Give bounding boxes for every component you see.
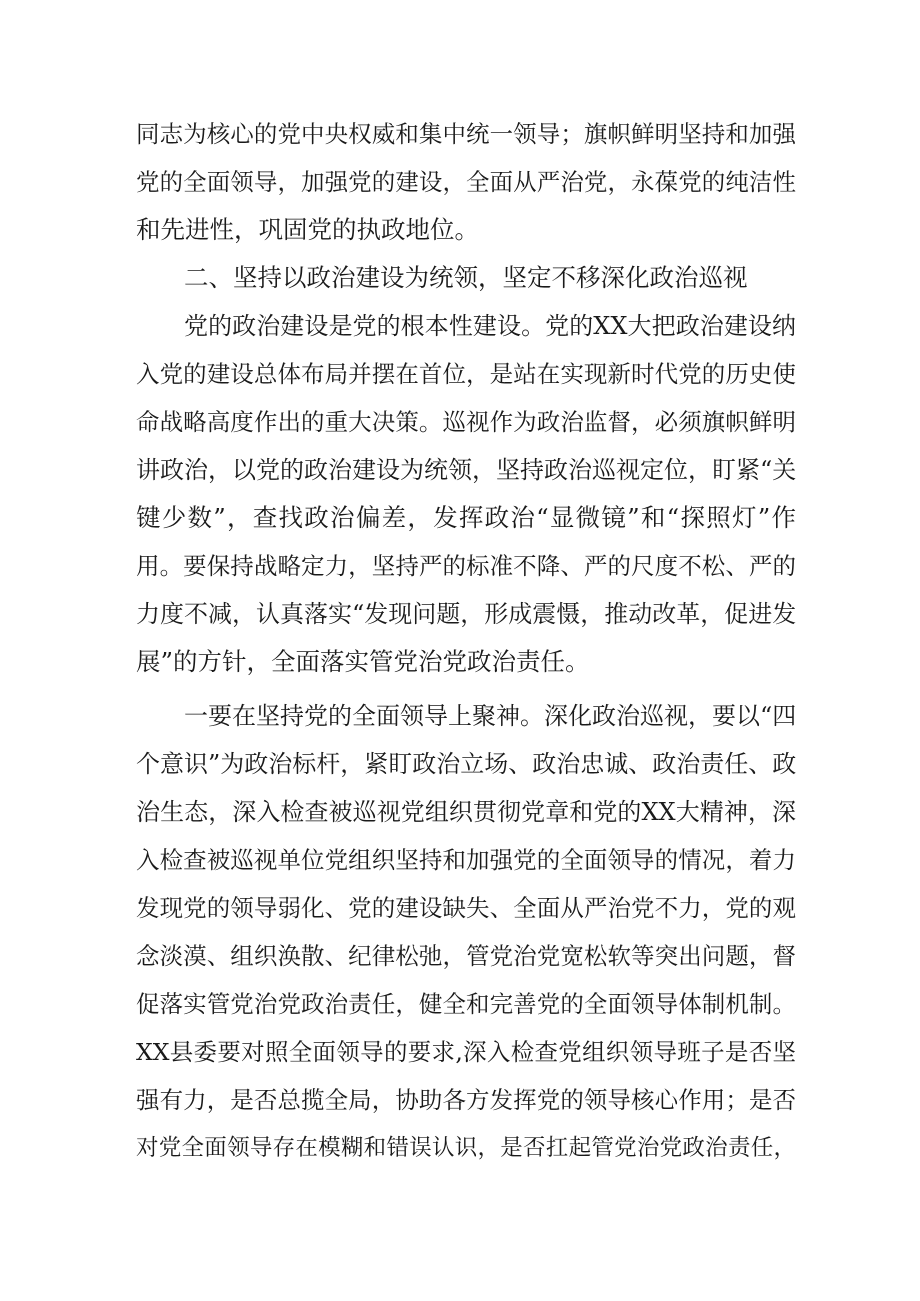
paragraph-line: 发现党的领导弱化、党的建设缺失、全面从严治党不力，党的观 xyxy=(136,894,796,922)
paragraph-line: 入检查被巡视单位党组织坚持和加强党的全面领导的情况，着力 xyxy=(136,846,796,874)
paragraph-line: 一要在坚持党的全面领导上聚神。深化政治巡视，要以“四 xyxy=(184,702,797,730)
paragraph-line: 治生态，深入检查被巡视党组织贯彻党章和党的XX大精神，深 xyxy=(136,798,796,826)
paragraph-line: 用。要保持战略定力，坚持严的标准不降、严的尺度不松、严的 xyxy=(136,552,796,580)
paragraph-line: 入党的建设总体布局并摆在首位，是站在实现新时代党的历史使 xyxy=(136,360,796,388)
paragraph-line: 党的政治建设是党的根本性建设。党的XX大把政治建设纳 xyxy=(184,312,796,340)
paragraph-line: 键少数”，查找政治偏差，发挥政治“显微镜”和“探照灯”作 xyxy=(136,503,796,532)
paragraph-line: 和先进性，巩固党的执政地位。 xyxy=(136,215,479,244)
paragraph-line: 个意识”为政治标杆，紧盯政治立场、政治忠诚、政治责任、政 xyxy=(136,750,797,778)
paragraph-line: 党的全面领导，加强党的建设，全面从严治党，永葆党的纯洁性 xyxy=(136,168,796,196)
paragraph-line: 力度不减，认真落实“发现问题，形成震慑，推动改革，促进发 xyxy=(136,600,797,628)
paragraph-line: 对党全面领导存在模糊和错误认识，是否扛起管党治党政治责任， xyxy=(136,1135,796,1161)
paragraph-line: XX县委要对照全面领导的要求,深入检查党组织领导班子是否坚 xyxy=(136,1038,796,1066)
paragraph-line: 促落实管党治党政治责任，健全和完善党的全面领导体制机制。 xyxy=(136,990,796,1018)
paragraph-line: 讲政治，以党的政治建设为统领，坚持政治巡视定位，盯紧“关 xyxy=(136,456,797,484)
paragraph-line: 强有力，是否总揽全局，协助各方发挥党的领导核心作用；是否 xyxy=(136,1086,796,1114)
paragraph-line: 念淡漠、组织涣散、纪律松弛，管党治党宽松软等突出问题，督 xyxy=(136,942,796,970)
paragraph-line: 展”的方针，全面落实管党治党政治责任。 xyxy=(136,647,590,676)
paragraph-line: 同志为核心的党中央权威和集中统一领导；旗帜鲜明坚持和加强 xyxy=(136,120,796,148)
section-heading: 二、坚持以政治建设为统领，坚定不移深化政治巡视 xyxy=(184,263,748,292)
paragraph-line: 命战略高度作出的重大决策。巡视作为政治监督，必须旗帜鲜明 xyxy=(136,408,796,436)
